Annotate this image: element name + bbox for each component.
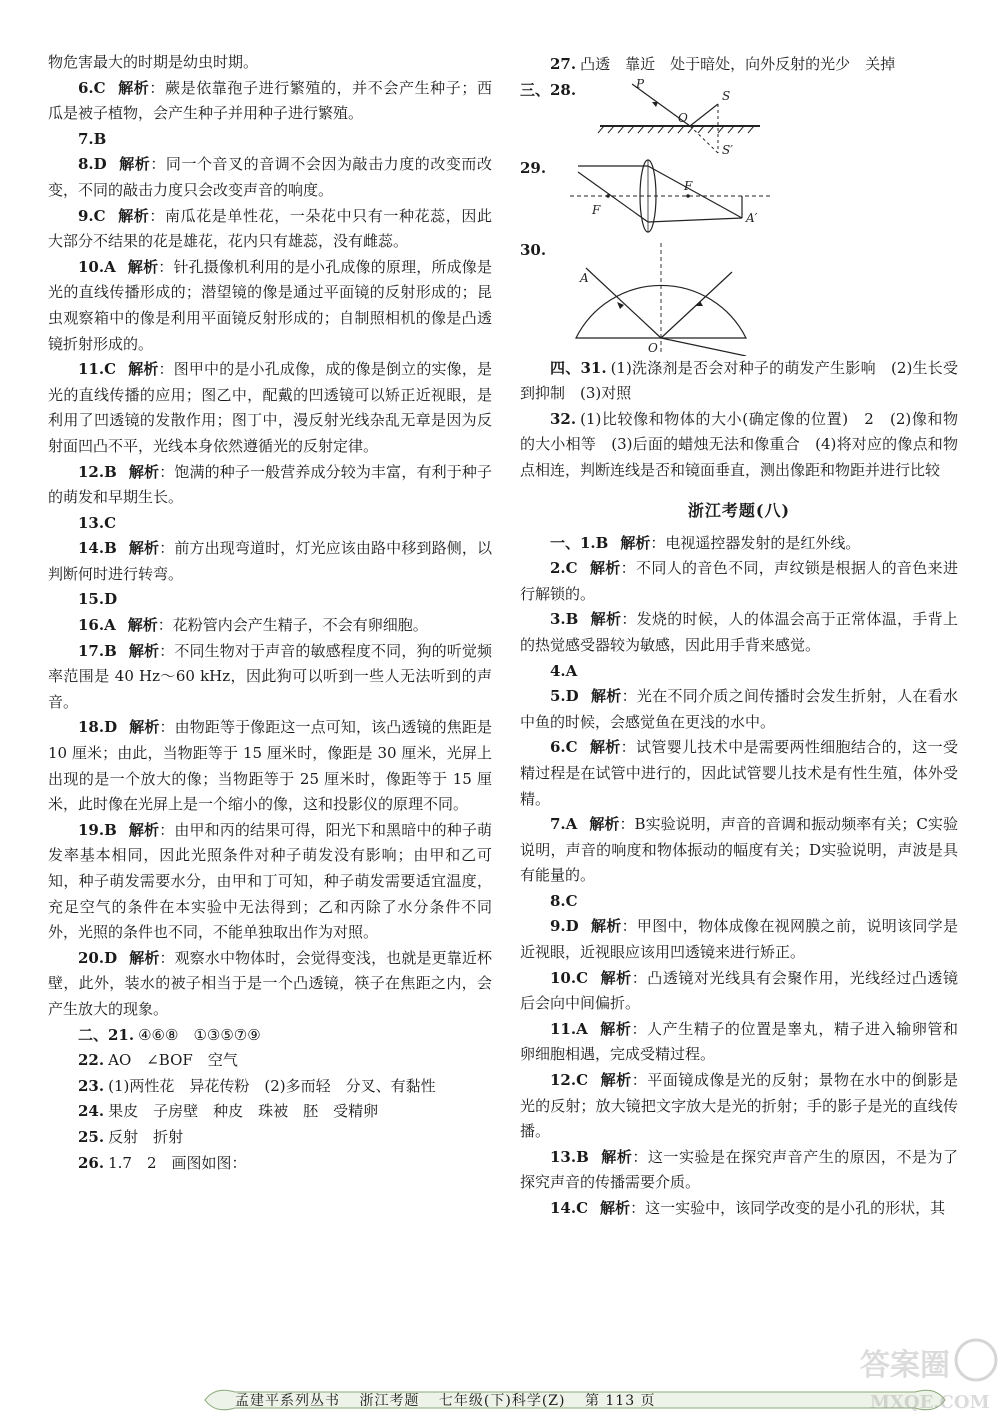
answer-text: ：蕨是依靠孢子进行繁殖的，并不会产生种子；西瓜是被子植物，会产生种子并用种子进行繁殖。 xyxy=(48,78,492,123)
answer-text: ：平面镜成像是光的反射；景物在水中的倒影是光的反射；放大镜把文字放大是光的折射；手的影子是光的直线传播。 xyxy=(520,1071,958,1141)
answer-number: 9.C xyxy=(78,206,106,225)
answer-list-right-bottom xyxy=(520,531,958,1222)
analysis-keyword: 解析 xyxy=(600,968,632,987)
answer-item xyxy=(48,536,492,587)
answer-number: 14.C xyxy=(550,1199,589,1217)
right-column xyxy=(520,52,958,1222)
answer-number: 13.C xyxy=(78,513,117,532)
answer-text: ④⑥⑧ ①③⑤⑦⑨ xyxy=(138,1025,261,1044)
answer-text: ：光在不同介质之间传播时会发生折射，人在看水中鱼的时候，会感觉鱼在更浅的水中。 xyxy=(520,687,958,731)
answer-item xyxy=(48,613,492,639)
answer-number: 24. xyxy=(78,1102,105,1121)
analysis-keyword: 解析 xyxy=(590,610,622,629)
answer-number: 10.C xyxy=(550,968,589,987)
point-s: S xyxy=(722,88,731,103)
answer-item xyxy=(520,659,958,685)
analysis-keyword: 解析 xyxy=(600,1147,633,1166)
answer-item xyxy=(48,152,492,203)
answer-item xyxy=(48,76,492,127)
analysis-keyword: 解析 xyxy=(589,738,621,757)
answer-text: ：试管婴儿技术中是需要两性细胞结合的，这一受精过程是在试管中进行的，因此试管婴儿技术是有性生殖，体外受精。 xyxy=(520,738,958,808)
answer-item xyxy=(48,639,492,716)
answer-number: 17.B xyxy=(78,641,117,660)
answer-number: 16.A xyxy=(78,616,116,635)
answer-item xyxy=(520,735,958,812)
point-s-prime: S′ xyxy=(722,142,733,156)
analysis-keyword: 解析 xyxy=(600,1071,632,1090)
answer-text: ：图甲中的是小孔成像，成的像是倒立的实像，是光的直线传播的应用；图乙中，配戴的凹透镜可以矫正近视眼，是利用了凹透镜的发散作用；图丁中，漫反射光线杂乱无章是因为反射面凹凸不平，光线本身依然遵循光的反射定律。 xyxy=(48,360,492,455)
svg-text:MXQE.COM: MXQE.COM xyxy=(870,1392,990,1413)
answer-text: ：饱满的种子一般营养成分较为丰富，有利于种子的萌发和早期生长。 xyxy=(48,462,492,507)
answer-text: ：不同人的音色不同，声纹锁是根据人的音色来进行解锁的。 xyxy=(520,559,958,603)
answer-list-left xyxy=(48,50,492,1176)
answer-number: 二、21. xyxy=(78,1025,135,1044)
answer-item xyxy=(520,52,958,78)
focus-f-right: F xyxy=(684,178,693,193)
point-p: P xyxy=(636,77,645,91)
answer-text: ：针孔摄像机利用的是小孔成像的原理，所成像是光的直线传播形成的；潜望镜的像是通过平面镜的反射形成的；昆虫观察箱中的像是利用平面镜反射形成的；自制照相机的像是凸透镜折射形成的。 xyxy=(48,257,492,353)
answer-number: 一、1.B xyxy=(550,533,609,552)
section-title: 浙江考题(八) xyxy=(687,500,791,520)
answer-item xyxy=(48,1074,492,1100)
answer-item xyxy=(520,812,958,889)
point-a: A xyxy=(580,270,589,285)
analysis-keyword: 解析 xyxy=(128,360,159,379)
answer-item xyxy=(48,357,492,459)
answer-text: ：南瓜花是单性花，一朵花中只有一种花蕊，因此大部分不结果的花是雄花，花内只有雄蕊，没有雌蕊。 xyxy=(48,206,492,251)
analysis-keyword: 解析 xyxy=(590,917,622,936)
answer-list-right-top xyxy=(520,52,958,78)
answer-item xyxy=(48,511,492,537)
answer-number: 6.C xyxy=(550,738,578,757)
answer-text: (1)比较像和物体的大小(确定像的位置) 2 (2)像和物的大小相等 (3)后面的蜡烛无法和像重合 (4)将对应的像点和物点相连，判断连线是否和镜面垂直，测出像距和物距并进行比较 xyxy=(520,409,958,479)
answer-number: 4.A xyxy=(550,661,578,680)
analysis-keyword: 解析 xyxy=(589,815,620,834)
analysis-keyword: 解析 xyxy=(620,533,651,552)
analysis-keyword: 解析 xyxy=(117,206,150,225)
answer-text: 反射 折射 xyxy=(108,1127,184,1146)
answer-text: ：人产生精子的位置是睾丸，精子进入输卵管和卵细胞相遇，完成受精过程。 xyxy=(520,1019,958,1064)
answer-number: 11.C xyxy=(78,360,117,379)
footer-grade: 七年级(下)科学(Z) xyxy=(438,1393,566,1409)
answer-number: 8.D xyxy=(78,155,107,174)
footer-book: 浙江考题 xyxy=(359,1393,420,1409)
svg-text:答案圈: 答案圈 xyxy=(860,1348,950,1383)
answer-number: 6.C xyxy=(78,78,106,97)
answer-text: ：B实验说明，声音的音调和振动频率有关；C实验说明，声音的响度和物体振动的幅度有关；D实验说明，声波是具有能量的。 xyxy=(520,815,958,885)
left-column xyxy=(48,50,492,1176)
analysis-keyword: 解析 xyxy=(128,641,160,660)
answer-item xyxy=(520,966,958,1017)
answer-item xyxy=(48,946,492,1023)
point-o: O xyxy=(678,110,688,125)
answer-text: (1)洗涤剂是否会对种子的萌发产生影响 (2)生长受到抑制 (3)对照 xyxy=(520,358,958,403)
answer-number: 7.B xyxy=(78,129,107,148)
answer-item xyxy=(520,889,958,915)
answer-item xyxy=(520,356,958,407)
analysis-keyword: 解析 xyxy=(117,78,150,97)
answer-text: ：发烧的时候，人的体温会高于正常体温，手背上的热觉感受器较为敏感，因此用手背来感觉。 xyxy=(520,610,958,654)
answer-item xyxy=(48,1151,492,1177)
answer-number: 25. xyxy=(78,1127,105,1146)
answer-item xyxy=(48,587,492,613)
answer-text: ：凸透镜对光线具有会聚作用，光线经过凸透镜后会向中间偏折。 xyxy=(520,968,958,1013)
answer-text: ：甲图中，物体成像在视网膜之前，说明该同学是近视眼，近视眼应该用凹透镜来进行矫正。 xyxy=(520,917,958,962)
answer-item xyxy=(520,1068,958,1145)
answer-number: 11.A xyxy=(550,1019,588,1038)
answer-item xyxy=(48,715,492,817)
answer-number: 10.A xyxy=(78,257,116,276)
answer-number: 3.B xyxy=(550,610,579,629)
answer-number: 27. xyxy=(550,55,577,73)
watermark-logo xyxy=(850,1330,1000,1417)
answer-number: 四、31. xyxy=(550,358,607,377)
page-footer xyxy=(195,1382,955,1418)
answer-number: 9.D xyxy=(550,917,579,936)
footer-page-number: 第 113 页 xyxy=(584,1393,656,1409)
answer-list-right-mid xyxy=(520,356,958,484)
answer-number: 13.B xyxy=(550,1147,589,1166)
answer-text: ：同一个音叉的音调不会因为敲击力度的改变而改变，不同的敲击力度只会改变声音的响度。 xyxy=(48,155,492,199)
answer-text: ：这一实验中，该同学改变的是小孔的形状，其 xyxy=(630,1199,946,1217)
answer-number: 2.C xyxy=(550,559,578,578)
analysis-keyword: 解析 xyxy=(128,820,160,839)
answer-item xyxy=(520,407,958,484)
answer-number: 8.C xyxy=(550,891,578,910)
answer-item xyxy=(48,1048,492,1074)
analysis-keyword: 解析 xyxy=(599,1019,632,1038)
answer-text: ：这一实验是在探究声音产生的原因，不是为了探究声音的传播需要介质。 xyxy=(520,1147,958,1192)
answer-item xyxy=(520,1017,958,1068)
analysis-keyword: 解析 xyxy=(128,462,160,481)
answer-item xyxy=(48,818,492,946)
answer-text: 1.7 2 画图如图： xyxy=(108,1153,247,1172)
answer-number: 18.D xyxy=(78,718,118,737)
figure-29-diagram xyxy=(520,156,958,238)
answer-text: ：花粉管内会产生精子，不会有卵细胞。 xyxy=(157,616,428,635)
answer-item xyxy=(520,1145,958,1196)
answer-number: 7.A xyxy=(550,815,578,834)
answer-number: 12.B xyxy=(78,462,117,481)
analysis-keyword: 解析 xyxy=(127,616,158,635)
analysis-keyword: 解析 xyxy=(128,539,160,558)
answer-item xyxy=(48,204,492,255)
figure-28-diagram xyxy=(520,78,958,156)
analysis-keyword: 解析 xyxy=(600,1199,631,1217)
figure-28-label: 三、28. xyxy=(520,80,577,99)
answer-text: ：前方出现弯道时，灯光应该由路中移到路侧，以判断何时进行转弯。 xyxy=(48,539,492,583)
figure-29 xyxy=(520,156,958,238)
answer-item xyxy=(520,1196,958,1222)
answer-text: 果皮 子房壁 种皮 珠被 胚 受精卵 xyxy=(108,1102,379,1121)
answer-text: ：由甲和丙的结果可得，阳光下和黑暗中的种子萌发率基本相同，因此光照条件对种子萌发没有影响；由甲和乙可知，种子萌发需要水分，由甲和丁可知，种子萌发需要适宜温度，充足空气的条件在本实验中无法得到；乙和丙除了水分条件不同外，光照的条件也不同，不能单独取出作为对照。 xyxy=(48,820,492,942)
answer-number: 14.B xyxy=(78,539,117,558)
answer-text: 凸透 靠近 处于暗处，向外反射的光少 关掉 xyxy=(580,55,896,73)
figure-28 xyxy=(520,78,958,156)
answer-item xyxy=(520,684,958,735)
answer-text: ：由物距等于像距这一点可知，该凸透镜的焦距是 10 厘米；由此，当物距等于 15 厘米时，像距是 30 厘米，光屏上出现的是一个放大的像；当物距等于 25 厘米时，像距等于 15 厘米，此时像在光屏上是一个缩小的像，这和投影仪的原理不同。 xyxy=(48,718,492,814)
answer-item xyxy=(48,1125,492,1151)
focus-f-left: F xyxy=(592,202,601,217)
analysis-keyword: 解析 xyxy=(129,948,160,967)
answer-item xyxy=(520,914,958,965)
answer-number: 32. xyxy=(550,409,577,428)
figure-30 xyxy=(520,238,958,356)
answer-text: ：电视遥控器发射的是红外线。 xyxy=(650,533,861,552)
analysis-keyword: 解析 xyxy=(127,257,159,276)
figure-30-label: 30. xyxy=(520,240,547,259)
figure-30-diagram xyxy=(520,238,958,356)
answer-text: ：不同生物对于声音的敏感程度不同，狗的听觉频率范围是 40 Hz～60 kHz，因此狗可以听到一些人无法听到的声音。 xyxy=(48,641,492,711)
answer-text: ：观察水中物体时，会觉得变浅，也就是更靠近杯壁，此外，装水的被子相当于是一个凸透镜，筷子在焦距之内，会产生放大的现象。 xyxy=(48,948,492,1018)
footer-text xyxy=(235,1390,670,1410)
answer-number: 20.D xyxy=(78,948,118,967)
point-a-prime: A′ xyxy=(746,210,758,225)
answer-number: 23. xyxy=(78,1076,105,1095)
answer-number: 22. xyxy=(78,1051,105,1070)
answer-item xyxy=(48,50,492,76)
answer-number: 5.D xyxy=(550,687,579,706)
footer-series: 孟建平系列丛书 xyxy=(235,1393,340,1409)
answer-number: 19.B xyxy=(78,820,117,839)
answer-item xyxy=(48,1099,492,1125)
answer-item xyxy=(48,255,492,357)
point-o-fig30: O xyxy=(648,340,658,355)
answer-item xyxy=(48,460,492,511)
answer-number: 26. xyxy=(78,1153,105,1172)
answer-item xyxy=(520,607,958,658)
answer-number: 12.C xyxy=(550,1071,589,1090)
answer-text: (1)两性花 异花传粉 (2)多而轻 分叉、有黏性 xyxy=(108,1076,436,1095)
figure-29-label: 29. xyxy=(520,158,547,177)
analysis-keyword: 解析 xyxy=(118,155,151,174)
answer-item xyxy=(48,127,492,153)
analysis-keyword: 解析 xyxy=(129,718,160,737)
answer-item xyxy=(48,1023,492,1049)
answer-number: 15.D xyxy=(78,590,118,609)
answer-item xyxy=(520,556,958,607)
answer-text: AO ∠BOF 空气 xyxy=(108,1051,238,1070)
analysis-keyword: 解析 xyxy=(589,559,621,578)
answer-text: 物危害最大的时期是幼虫时期。 xyxy=(48,53,259,71)
answer-item xyxy=(520,531,958,557)
analysis-keyword: 解析 xyxy=(590,687,622,706)
